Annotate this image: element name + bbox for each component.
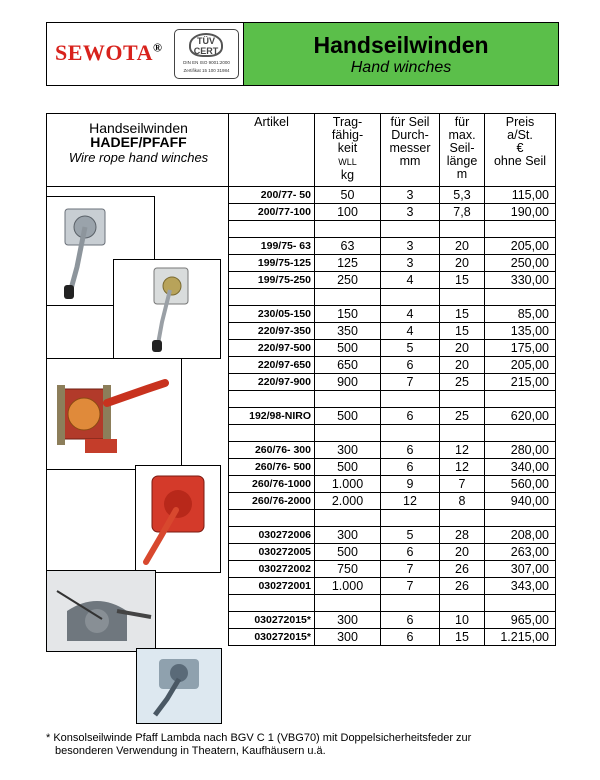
wll-cell: 150: [315, 306, 381, 323]
length-cell: 25: [440, 374, 485, 391]
wll-cell: 125: [315, 255, 381, 272]
price-cell: 205,00: [485, 357, 556, 374]
length-cell: 15: [440, 323, 485, 340]
diameter-cell: 4: [381, 323, 440, 340]
wll-cell: 500: [315, 544, 381, 561]
price-cell: [485, 510, 556, 527]
diameter-cell: [381, 510, 440, 527]
length-cell: [440, 289, 485, 306]
page-title: Handseilwinden: [313, 32, 489, 58]
price-cell: 190,00: [485, 204, 556, 221]
diameter-cell: [381, 425, 440, 442]
article-cell: 030272006: [229, 527, 315, 544]
col-header-artikel: Artikel: [229, 114, 315, 187]
wll-cell: 1.000: [315, 578, 381, 595]
length-cell: [440, 595, 485, 612]
footnote: [46, 732, 556, 758]
footnote-line2: besonderen Verwendung in Theatern, Kaufhäusern u.ä.: [55, 745, 326, 757]
length-cell: 25: [440, 408, 485, 425]
article-cell: [229, 595, 315, 612]
length-cell: 7,8: [440, 204, 485, 221]
length-cell: 20: [440, 544, 485, 561]
length-cell: 12: [440, 442, 485, 459]
wll-cell: 500: [315, 408, 381, 425]
brand-logo: SEWOTA®: [55, 40, 163, 65]
article-cell: 230/05-150: [229, 306, 315, 323]
table-row: [47, 527, 556, 544]
diameter-cell: 4: [381, 272, 440, 289]
wll-cell: [315, 595, 381, 612]
cert-number: Zertifikat 15 100 31984: [183, 68, 230, 73]
wll-cell: 300: [315, 629, 381, 646]
article-cell: 192/98-NIRO: [229, 408, 315, 425]
col-header-diameter: für Seil Durch- messer mm: [381, 114, 440, 187]
price-cell: 85,00: [485, 306, 556, 323]
article-cell: [229, 510, 315, 527]
diameter-cell: 4: [381, 306, 440, 323]
diameter-cell: 3: [381, 255, 440, 272]
price-cell: [485, 595, 556, 612]
price-cell: 175,00: [485, 340, 556, 357]
price-cell: 263,00: [485, 544, 556, 561]
diameter-cell: [381, 595, 440, 612]
article-cell: [229, 289, 315, 306]
article-cell: [229, 221, 315, 238]
length-cell: 15: [440, 306, 485, 323]
col-header-price: Preis a/St. € ohne Seil: [485, 114, 556, 187]
diameter-cell: 7: [381, 578, 440, 595]
price-cell: 205,00: [485, 238, 556, 255]
diameter-cell: 3: [381, 187, 440, 204]
product-image-260-76: [135, 465, 221, 573]
price-cell: 620,00: [485, 408, 556, 425]
article-cell: [229, 391, 315, 408]
length-cell: 15: [440, 272, 485, 289]
article-cell: 030272005: [229, 544, 315, 561]
footnote-line1: * Konsolseilwinde Pfaff Lambda nach BGV C 1 (VBG70) mit Doppelsicherheitsfeder zur: [46, 732, 472, 744]
diameter-cell: 6: [381, 459, 440, 476]
diameter-cell: 6: [381, 612, 440, 629]
diameter-cell: 7: [381, 561, 440, 578]
article-cell: 030272015*: [229, 612, 315, 629]
length-cell: 10: [440, 612, 485, 629]
wll-cell: 2.000: [315, 493, 381, 510]
table-desc-cell: [47, 114, 229, 187]
desc-title: Handseilwinden: [89, 120, 188, 136]
wll-cell: 50: [315, 187, 381, 204]
length-cell: [440, 510, 485, 527]
diameter-cell: 3: [381, 204, 440, 221]
wll-cell: [315, 391, 381, 408]
article-cell: 030272015*: [229, 629, 315, 646]
diameter-cell: 12: [381, 493, 440, 510]
diameter-cell: 5: [381, 340, 440, 357]
price-cell: 307,00: [485, 561, 556, 578]
article-cell: 260/76- 500: [229, 459, 315, 476]
price-cell: 1.215,00: [485, 629, 556, 646]
article-cell: 260/76-1000: [229, 476, 315, 493]
price-cell: 340,00: [485, 459, 556, 476]
article-cell: 220/97-650: [229, 357, 315, 374]
wll-cell: 300: [315, 612, 381, 629]
price-cell: 280,00: [485, 442, 556, 459]
product-image-lambda: [46, 570, 156, 652]
header-box: [46, 22, 559, 86]
article-cell: 220/97-900: [229, 374, 315, 391]
price-cell: 940,00: [485, 493, 556, 510]
wll-cell: [315, 425, 381, 442]
article-cell: 220/97-350: [229, 323, 315, 340]
price-cell: 330,00: [485, 272, 556, 289]
product-image-console-theatre: [136, 648, 222, 724]
wll-cell: [315, 289, 381, 306]
article-cell: 260/76- 300: [229, 442, 315, 459]
article-cell: 199/75-250: [229, 272, 315, 289]
article-cell: 030272001: [229, 578, 315, 595]
price-cell: 115,00: [485, 187, 556, 204]
page-subtitle: Hand winches: [350, 59, 452, 76]
length-cell: [440, 391, 485, 408]
wll-cell: 500: [315, 459, 381, 476]
logo-area: [47, 23, 243, 85]
price-cell: 215,00: [485, 374, 556, 391]
length-cell: 8: [440, 493, 485, 510]
article-cell: 260/76-2000: [229, 493, 315, 510]
length-cell: 20: [440, 357, 485, 374]
length-cell: 20: [440, 238, 485, 255]
wll-cell: 350: [315, 323, 381, 340]
col-header-wll: Trag- fähig- keit WLL kg: [315, 114, 381, 187]
price-cell: [485, 289, 556, 306]
wll-cell: 500: [315, 340, 381, 357]
wll-cell: 100: [315, 204, 381, 221]
diameter-cell: 9: [381, 476, 440, 493]
tuv-mark-icon: TÜV CERT: [189, 33, 223, 57]
desc-english: Wire rope hand winches: [68, 150, 209, 165]
length-cell: 26: [440, 578, 485, 595]
table-row: [47, 493, 556, 510]
article-cell: 030272002: [229, 561, 315, 578]
diameter-cell: [381, 221, 440, 238]
diameter-cell: 6: [381, 357, 440, 374]
length-cell: 5,3: [440, 187, 485, 204]
wll-cell: 750: [315, 561, 381, 578]
title-area: [243, 23, 558, 85]
price-cell: [485, 221, 556, 238]
price-cell: [485, 425, 556, 442]
wll-cell: 63: [315, 238, 381, 255]
diameter-cell: 7: [381, 374, 440, 391]
winch-console-drawing: [47, 571, 155, 651]
price-cell: 250,00: [485, 255, 556, 272]
product-image-199-75: [113, 259, 221, 359]
length-cell: 7: [440, 476, 485, 493]
wll-cell: 900: [315, 374, 381, 391]
article-cell: 199/75- 63: [229, 238, 315, 255]
wll-cell: 300: [315, 527, 381, 544]
article-cell: 199/75-125: [229, 255, 315, 272]
product-image-220-97: [46, 358, 182, 470]
winch-bracket-drawing: [114, 260, 220, 358]
desc-brand: HADEF/PFAFF: [90, 134, 187, 150]
article-cell: [229, 425, 315, 442]
length-cell: [440, 221, 485, 238]
wll-cell: 1.000: [315, 476, 381, 493]
header-row: [47, 114, 556, 187]
diameter-cell: 3: [381, 238, 440, 255]
tuv-cert-badge: [174, 29, 239, 79]
wll-cell: [315, 510, 381, 527]
table-row: [47, 510, 556, 527]
price-cell: 560,00: [485, 476, 556, 493]
col-header-length: für max. Seil- länge m: [440, 114, 485, 187]
price-cell: 965,00: [485, 612, 556, 629]
length-cell: 26: [440, 561, 485, 578]
wll-cell: 650: [315, 357, 381, 374]
length-cell: 20: [440, 255, 485, 272]
winch-theatre-drawing: [137, 649, 221, 723]
table-row: [47, 476, 556, 493]
cert-norm: DIN EN ISO 9001:2000: [183, 60, 230, 65]
winch-red-drawing: [136, 466, 220, 572]
article-cell: 200/77-100: [229, 204, 315, 221]
price-cell: 135,00: [485, 323, 556, 340]
price-cell: 208,00: [485, 527, 556, 544]
diameter-cell: 5: [381, 527, 440, 544]
diameter-cell: [381, 289, 440, 306]
winch-frame-drawing: [47, 359, 181, 469]
price-cell: [485, 391, 556, 408]
wll-cell: 250: [315, 272, 381, 289]
table-row: [47, 544, 556, 561]
wll-cell: [315, 221, 381, 238]
diameter-cell: 6: [381, 442, 440, 459]
price-cell: 343,00: [485, 578, 556, 595]
diameter-cell: 6: [381, 544, 440, 561]
diameter-cell: 6: [381, 629, 440, 646]
length-cell: 15: [440, 629, 485, 646]
length-cell: 12: [440, 459, 485, 476]
length-cell: 28: [440, 527, 485, 544]
diameter-cell: 6: [381, 408, 440, 425]
length-cell: 20: [440, 340, 485, 357]
length-cell: [440, 425, 485, 442]
article-cell: 220/97-500: [229, 340, 315, 357]
wll-cell: 300: [315, 442, 381, 459]
article-cell: 200/77- 50: [229, 187, 315, 204]
diameter-cell: [381, 391, 440, 408]
